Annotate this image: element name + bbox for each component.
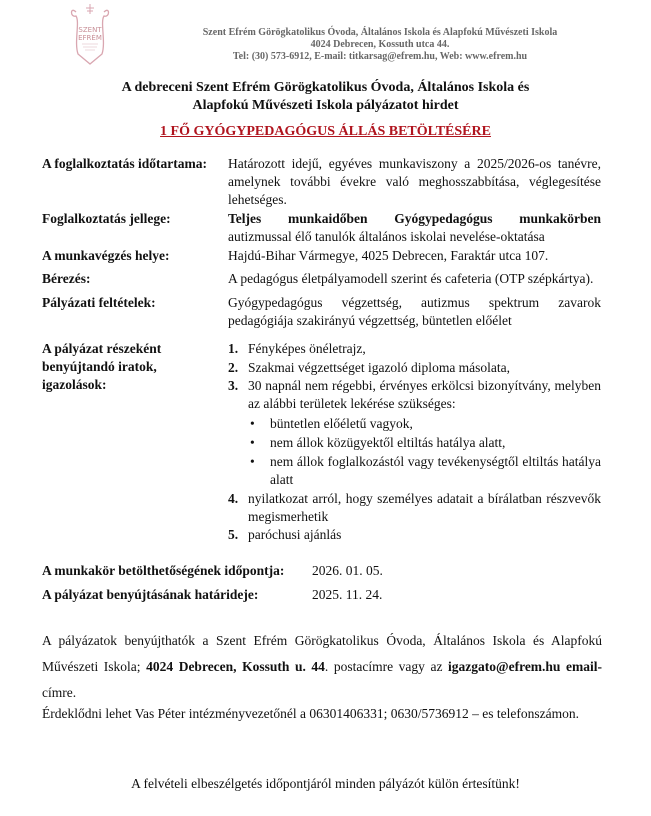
- field-value: Határozott idejű, egyéves munkaviszony a 2025/2026-os tanévre, amelynek további évekre való meghosszabbítása, véglegesítése lehetséges.: [228, 156, 601, 207]
- lyre-logo-icon: [68, 2, 112, 68]
- logo: [68, 2, 112, 68]
- field-label: A foglalkoztatás időtartama:: [42, 156, 207, 171]
- field-label: A munkavégzés helye:: [42, 248, 170, 263]
- title-line-2: Alapfokú Művészeti Iskola pályázatot hirdet: [192, 98, 459, 113]
- start-date-value: 2026. 01. 05.: [312, 563, 383, 578]
- bullet-icon: •: [250, 435, 255, 450]
- contact-line: Érdeklődni lehet Vas Péter intézményvezetőnél a 06301406331; 0630/5736912 – es telefonszámon.: [42, 706, 579, 721]
- footer-note: A felvételi elbeszélgetés időpontjáról minden pályázót külön értesítünk!: [131, 776, 520, 791]
- postal-address: 4024 Debrecen, Kossuth u. 44: [146, 659, 325, 674]
- field-label: Bérezés:: [42, 271, 91, 286]
- field-value-bold: Teljes munkaidőben Gyógypedagógus munkakörben: [228, 211, 601, 226]
- email-address[interactable]: igazgato@efrem.hu email-: [448, 659, 602, 674]
- svg-text:SZENT: SZENT: [78, 26, 102, 34]
- field-label: Foglalkoztatás jellege:: [42, 211, 171, 226]
- field-value-rest: autizmussal élő tanulók általános iskolai nevelése-oktatása: [228, 229, 545, 244]
- job-title: 1 FŐ GYÓGYPEDAGÓGUS ÁLLÁS BETÖLTÉSÉRE: [160, 124, 491, 139]
- field-value: A pedagógus életpályamodell szerint és cafeteria (OTP szépkártya).: [228, 271, 594, 286]
- svg-text:EFRÉM: EFRÉM: [78, 34, 102, 42]
- field-label: Pályázati feltételek:: [42, 295, 156, 310]
- deadline-value: 2025. 11. 24.: [312, 587, 383, 602]
- school-contact: Tel: (30) 573-6912, E-mail: titkarsag@efrem.hu, Web: www.efrem.hu: [232, 51, 528, 62]
- bullet-icon: •: [250, 416, 255, 431]
- start-date-label: A munkakör betölthetőségének időpontja:: [42, 563, 285, 578]
- deadline-label: A pályázat benyújtásának határideje:: [42, 587, 259, 602]
- submission-paragraph: A pályázatok benyújthatók a Szent Efrém Görögkatolikus Óvoda, Általános Iskola és Alapfokú Művészeti Iskola; 4024 Debrecen, Kossuth u. 44. postacímre vagy az igazgato@efrem.hu email-címre.: [42, 633, 602, 700]
- field-value: Hajdú-Bihar Vármegye, 4025 Debrecen, Faraktár utca 107.: [228, 248, 549, 263]
- school-address: 4024 Debrecen, Kossuth utca 44.: [310, 39, 450, 50]
- school-name: Szent Efrém Görögkatolikus Óvoda, Általános Iskola és Alapfokú Művészeti Iskola: [202, 27, 558, 38]
- documents-label: A pályázat részeként benyújtandó iratok, igazolások:: [42, 341, 162, 392]
- field-value: Gyógypedagógus végzettség, autizmus spektrum zavarok pedagógiája szakirányú végzettség, büntetlen előélet: [228, 295, 601, 328]
- title-line-1: A debreceni Szent Efrém Görögkatolikus Óvoda, Általános Iskola és: [121, 80, 530, 95]
- field-value: [228, 210, 601, 246]
- bullet-icon: •: [250, 454, 255, 469]
